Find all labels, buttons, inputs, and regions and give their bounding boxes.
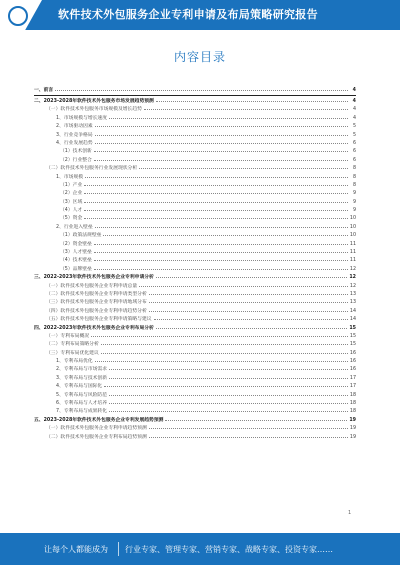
toc-entry-label: 1、市场规模 <box>56 174 84 180</box>
toc-entry[interactable] <box>34 332 356 340</box>
toc-entry-label: 7、专利布局与成果转化 <box>56 409 108 415</box>
toc-entry[interactable] <box>34 240 356 248</box>
toc-entry[interactable] <box>34 307 356 315</box>
toc-leader-dots <box>95 131 348 136</box>
toc-entry-label: （一）软件技术外包服务企业专利申请趋势预测 <box>46 426 147 432</box>
toc-entry[interactable] <box>34 156 356 164</box>
toc-entry-label: （3）人才壁垒 <box>60 250 92 256</box>
toc-leader-dots <box>91 332 348 337</box>
toc-leader-dots <box>95 357 348 362</box>
toc-entry-label: （二）软件技术外包服务行业发展现状分析 <box>46 166 138 172</box>
toc-entry[interactable] <box>34 365 356 373</box>
toc-entry[interactable] <box>34 114 356 122</box>
toc-entry-label: （5）品牌壁垒 <box>60 266 92 272</box>
toc-entry[interactable] <box>34 290 356 298</box>
toc-entry-page: 19 <box>349 417 356 423</box>
toc-entry-page: 6 <box>352 157 356 163</box>
toc-entry[interactable] <box>34 273 356 281</box>
toc-entry-page: 19 <box>349 426 356 432</box>
report-title: 软件技术外包服务企业专利申请及布局策略研究报告 <box>58 8 318 21</box>
toc-entry-label: （1）技术创新 <box>60 149 92 155</box>
toc-entry[interactable] <box>34 282 356 290</box>
toc-entry[interactable] <box>34 416 356 424</box>
toc-leader-dots <box>95 122 348 127</box>
toc-leader-dots <box>84 189 348 194</box>
toc-entry-label: （5）资金 <box>60 216 83 222</box>
toc-entry[interactable] <box>34 433 356 441</box>
toc-entry[interactable] <box>34 147 356 155</box>
toc-entry-label: 1、市场规模与增长速度 <box>56 115 108 121</box>
toc-entry-label: 1、专利布局优化 <box>56 359 93 365</box>
toc-entry-label: （2）企业 <box>60 191 83 197</box>
header-banner <box>0 0 400 30</box>
toc-entry-page: 4 <box>352 115 356 121</box>
toc-entry-page: 15 <box>349 342 356 348</box>
toc-leader-dots <box>101 340 348 345</box>
toc-entry-label: 6、专利布局与人才培养 <box>56 401 108 407</box>
toc-entry[interactable] <box>34 231 356 239</box>
toc-entry[interactable] <box>34 105 356 113</box>
toc-title: 内容目录 <box>173 50 226 64</box>
toc-entry[interactable] <box>34 256 356 264</box>
toc-entry[interactable] <box>34 382 356 390</box>
toc-entry-page: 10 <box>349 224 356 230</box>
toc-entry-label: （一）软件技术外包服务市场规模及增长趋势 <box>46 107 142 113</box>
toc-entry-page: 18 <box>349 409 356 415</box>
toc-entry-label: 2、行业进入壁垒 <box>56 224 93 230</box>
footer-banner <box>0 533 400 565</box>
toc-entry-page: 14 <box>349 317 356 323</box>
footer-slogan: 让每个人都能成为 <box>44 544 108 554</box>
toc-entry-label: （3）区域 <box>60 199 83 205</box>
toc-entry-label: （二）专利布局策略分析 <box>46 342 99 348</box>
toc-leader-dots <box>55 86 348 91</box>
toc-entry[interactable] <box>34 189 356 197</box>
toc-entry[interactable] <box>34 86 356 94</box>
toc-entry-label: （四）软件技术外包服务企业专利申请趋势分析 <box>46 308 147 314</box>
toc-entry-page: 11 <box>349 258 356 264</box>
toc-entry-page: 12 <box>349 275 356 281</box>
toc-entry-page: 16 <box>349 350 356 356</box>
toc-leader-dots <box>149 307 348 312</box>
toc-entry-page: 16 <box>349 359 356 365</box>
toc-entry[interactable] <box>34 357 356 365</box>
toc-entry-label: 3、专利布局与技术创新 <box>56 375 108 381</box>
toc-entry-label: （4）人才 <box>60 208 83 214</box>
toc-entry-page: 17 <box>349 384 356 390</box>
toc-entry[interactable] <box>34 214 356 222</box>
toc-entry-page: 10 <box>349 216 356 222</box>
toc-leader-dots <box>94 265 348 270</box>
toc-leader-dots <box>104 382 348 387</box>
toc-entry[interactable] <box>34 131 356 139</box>
toc-leader-dots <box>109 407 348 412</box>
toc-entry[interactable] <box>34 206 356 214</box>
footer-tags: 行业专家、管理专家、营销专家、战略专家、投资专家…… <box>125 544 333 554</box>
toc-leader-dots <box>94 156 348 161</box>
toc-entry[interactable] <box>34 324 356 332</box>
toc-entry-label: （2）资金壁垒 <box>60 241 92 247</box>
toc-entry-label: 3、行业竞争格局 <box>56 132 93 138</box>
toc-entry-page: 4 <box>352 98 356 104</box>
table-of-contents <box>34 86 356 441</box>
toc-entry[interactable] <box>34 340 356 348</box>
toc-entry-page: 10 <box>349 233 356 239</box>
toc-entry[interactable] <box>34 198 356 206</box>
toc-leader-dots <box>84 198 348 203</box>
toc-entry-label: 四、2022-2023年软件技术外包服务企业专利布局分析 <box>34 325 154 331</box>
toc-entry-page: 9 <box>352 191 356 197</box>
toc-entry-label: 4、专利布局与国际化 <box>56 384 103 390</box>
toc-entry-label: 二、2023-2028年软件技术外包服务市场发展趋势预测 <box>34 98 154 104</box>
toc-leader-dots <box>154 315 348 320</box>
toc-entry-label: （五）软件技术外包服务企业专利申请策略与建议 <box>46 317 152 323</box>
toc-entry[interactable] <box>34 298 356 306</box>
toc-leader-dots <box>103 231 347 236</box>
toc-leader-dots <box>101 349 348 354</box>
toc-entry-label: 一、前言 <box>34 88 54 93</box>
toc-entry-label: 4、行业发展趋势 <box>56 140 93 146</box>
toc-leader-dots <box>109 365 348 370</box>
toc-entry-label: （二）软件技术外包服务企业专利申请类型分析 <box>46 291 147 297</box>
toc-leader-dots <box>165 416 347 421</box>
toc-leader-dots <box>149 424 348 429</box>
toc-entry-page: 12 <box>349 283 356 289</box>
toc-leader-dots <box>84 206 348 211</box>
footer-divider <box>118 542 119 556</box>
toc-leader-dots <box>95 223 348 228</box>
toc-leader-dots <box>94 147 348 152</box>
page-number: 1 <box>348 510 352 516</box>
toc-entry-page: 6 <box>352 140 356 146</box>
toc-entry-page: 11 <box>349 250 356 256</box>
toc-entry-page: 13 <box>349 300 356 306</box>
toc-entry-page: 9 <box>352 199 356 205</box>
toc-entry-page: 15 <box>349 333 356 339</box>
toc-leader-dots <box>109 399 348 404</box>
toc-entry-page: 14 <box>349 308 356 314</box>
toc-leader-dots <box>149 433 348 438</box>
toc-entry-label: （1）产业 <box>60 182 83 188</box>
toc-entry-label: 五、2023-2028年软件技术外包服务企业专利发展趋势预测 <box>34 417 164 423</box>
toc-leader-dots <box>156 97 348 102</box>
toc-entry[interactable] <box>34 181 356 189</box>
toc-entry[interactable] <box>34 122 356 130</box>
toc-entry[interactable] <box>34 424 356 432</box>
toc-entry-page: 8 <box>352 182 356 188</box>
toc-leader-dots <box>94 240 348 245</box>
toc-entry-page: 11 <box>349 241 356 247</box>
toc-leader-dots <box>139 164 348 169</box>
toc-entry-label: （1）政策法规壁垒 <box>60 233 102 239</box>
toc-leader-dots <box>149 298 348 303</box>
toc-leader-dots <box>139 282 348 287</box>
toc-entry-label: （二）软件技术外包服务企业专利布局趋势预测 <box>46 434 147 440</box>
toc-leader-dots <box>84 214 348 219</box>
toc-entry[interactable] <box>34 399 356 407</box>
toc-entry[interactable] <box>34 349 356 357</box>
toc-entry[interactable] <box>34 407 356 415</box>
toc-leader-dots <box>156 324 347 329</box>
toc-entry-page: 5 <box>352 124 356 130</box>
toc-entry-label: 2、专利布局与市场需求 <box>56 367 108 373</box>
toc-entry-page: 8 <box>352 174 356 180</box>
toc-leader-dots <box>94 248 348 253</box>
toc-entry[interactable] <box>34 164 356 172</box>
toc-entry-page: 4 <box>352 88 356 93</box>
toc-leader-dots <box>95 139 348 144</box>
toc-rule <box>34 95 356 96</box>
toc-entry-page: 17 <box>349 375 356 381</box>
toc-leader-dots <box>156 273 347 278</box>
toc-entry-page: 16 <box>349 367 356 373</box>
toc-entry-page: 9 <box>352 208 356 214</box>
toc-entry-page: 12 <box>349 266 356 272</box>
toc-entry-page: 6 <box>352 149 356 155</box>
toc-entry-page: 13 <box>349 291 356 297</box>
toc-leader-dots <box>94 256 348 261</box>
toc-entry-label: 2、市场驱动因素 <box>56 124 93 130</box>
toc-entry-label: （三）专利布局优化建议 <box>46 350 99 356</box>
toc-entry[interactable] <box>34 173 356 181</box>
toc-leader-dots <box>144 105 348 110</box>
toc-entry-page: 5 <box>352 132 356 138</box>
toc-entry-page: 8 <box>352 166 356 172</box>
toc-entry[interactable] <box>34 374 356 382</box>
toc-entry-label: （三）软件技术外包服务企业专利申请地域分布 <box>46 300 147 306</box>
toc-entry-page: 18 <box>349 401 356 407</box>
toc-entry-label: （2）行业整合 <box>60 157 92 163</box>
toc-entry[interactable] <box>34 223 356 231</box>
toc-entry-label: （一）专利布局概况 <box>46 333 90 339</box>
toc-leader-dots <box>109 374 348 379</box>
toc-entry-label: （4）技术壁垒 <box>60 258 92 264</box>
toc-entry[interactable] <box>34 391 356 399</box>
toc-entry-page: 15 <box>349 325 356 331</box>
toc-entry-label: 5、专利布局与风险防范 <box>56 392 108 398</box>
toc-leader-dots <box>109 114 348 119</box>
toc-entry[interactable] <box>34 97 356 105</box>
toc-entry-label: （一）软件技术外包服务企业专利申请总量 <box>46 283 138 289</box>
toc-entry-page: 18 <box>349 392 356 398</box>
toc-entry[interactable] <box>34 265 356 273</box>
toc-entry-page: 4 <box>352 107 356 113</box>
toc-leader-dots <box>84 181 348 186</box>
toc-leader-dots <box>85 173 348 178</box>
toc-leader-dots <box>109 391 348 396</box>
toc-entry-label: 三、2022-2023年软件技术外包服务企业专利申请分析 <box>34 275 154 281</box>
toc-entry[interactable] <box>34 248 356 256</box>
toc-leader-dots <box>149 290 348 295</box>
toc-entry-page: 19 <box>349 434 356 440</box>
toc-entry[interactable] <box>34 315 356 323</box>
toc-entry[interactable] <box>34 139 356 147</box>
